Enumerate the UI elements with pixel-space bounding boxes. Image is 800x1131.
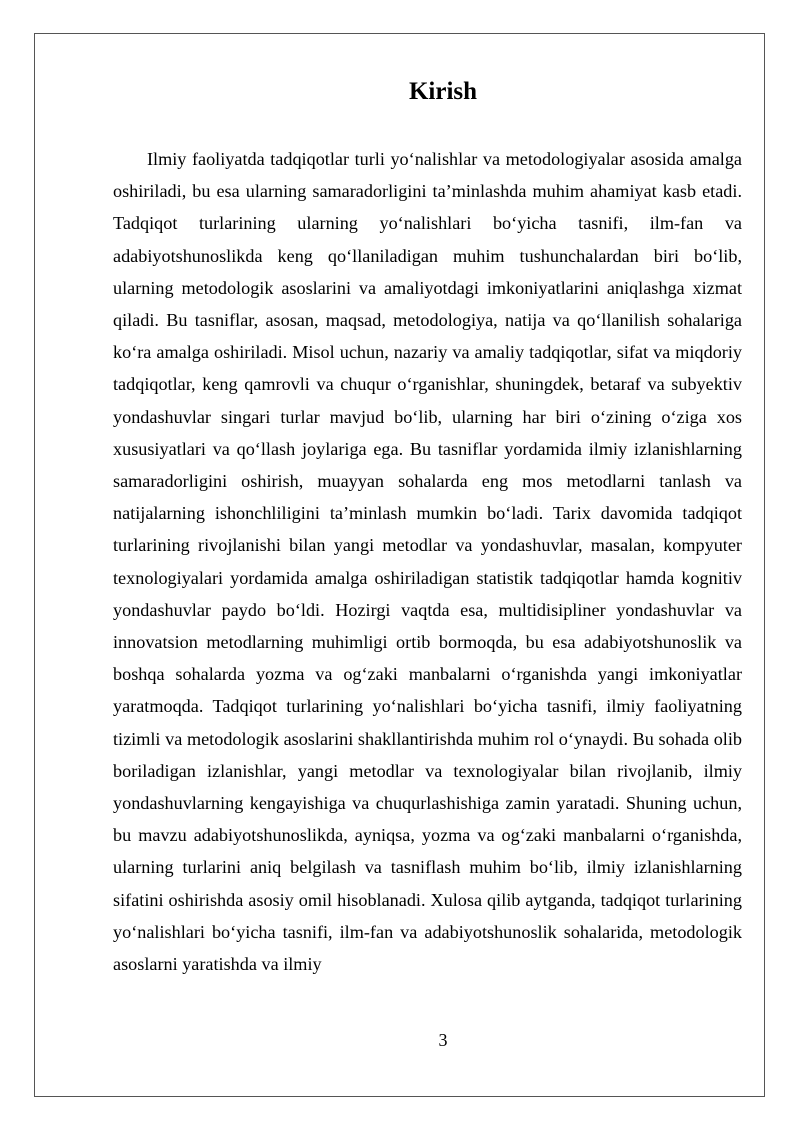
page-number: 3 xyxy=(438,1030,448,1050)
page-title: Kirish xyxy=(408,78,478,105)
body-paragraph: Ilmiy faoliyatda tadqiqotlar turli yo‘nalishlar va metodologiyalar asosida amalga oshiriladi, bu esa ularning samaradorligini ta’minlashda muhim ahamiyat kasb etadi. Tadqiqot turlarining ularning yo‘nalishlari bo‘yicha tasnifi, ilm-fan va adabiyotshunoslikda keng qo‘llaniladigan muhim tushunchalardan biri bo‘lib, ularning metodologik asoslarini va amaliyotdagi imkoniyatlarini aniqlashga xizmat qiladi. Bu tasniflar, asosan, maqsad, metodologiya, natija va qo‘llanilish sohalariga ko‘ra amalga oshiriladi. Misol uchun, nazariy va amaliy tadqiqotlar, sifat va miqdoriy tadqiqotlar, keng qamrovli va chuqur o‘rganishlar, shuningdek, betaraf va subyektiv yondashuvlar singari turlar mavjud bo‘lib, ularning har biri o‘zining o‘ziga xos xususiyatlari va qo‘llash joylariga ega. Bu tasniflar yordamida ilmiy izlanishlarning samaradorligini oshirish, muayyan sohalarda eng mos metodlarni tanlash va natijalarning ishonchliligini ta’minlash mumkin bo‘ladi. Tarix davomida tadqiqot turlarining rivojlanishi bilan yangi metodlar va yondashuvlar, masalan, kompyuter texnologiyalari yordamida amalga oshiriladigan statistik tadqiqotlar hamda kognitiv yondashuvlar paydo bo‘ldi. Hozirgi vaqtda esa, multidisipliner yondashuvlar va innovatsion metodlarning muhimligi ortib bormoqda, bu esa adabiyotshunoslik va boshqa sohalarda yozma va og‘zaki manbalarni o‘rganishda yangi imkoniyatlar yaratmoqda. Tadqiqot turlarining yo‘nalishlari bo‘yicha tasnifi, ilmiy faoliyatning tizimli va metodologik asoslarini shakllantirishda muhim rol o‘ynaydi. Bu sohada olib boriladigan izlanishlar, yangi metodlar va texnologiyalar bilan rivojlanib, ilmiy yondashuvlarning kengayishiga va chuqurlashishiga zamin yaratadi. Shuning uchun, bu mavzu adabiyotshunoslikda, ayniqsa, yozma va og‘zaki manbalarni o‘rganishda, ularning turlarini aniq belgilash va tasniflash muhim bo‘lib, ilmiy izlanishlarning sifatini oshirishda asosiy omil hisoblanadi. Xulosa qilib aytganda, tadqiqot turlarining yo‘nalishlari bo‘yicha tasnifi, ilm-fan va adabiyotshunoslik sohalarida, metodologik asoslarni yaratishda va ilmiy xyxy=(113,149,742,975)
